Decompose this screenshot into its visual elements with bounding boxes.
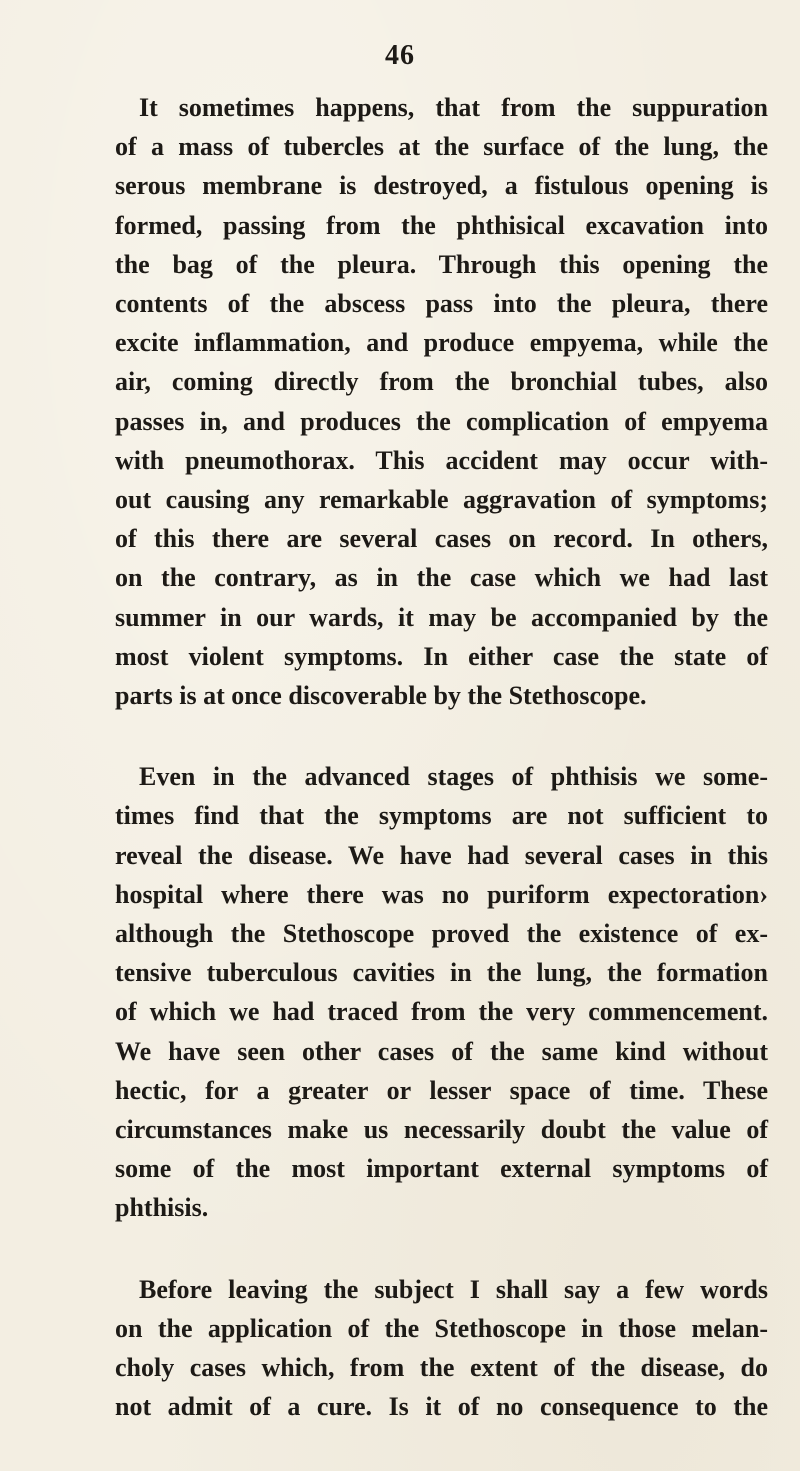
text-line: most violent symptoms. In either case the state of <box>115 641 768 671</box>
text-line: We have seen other cases of the same kind without <box>115 1036 768 1066</box>
text-line: excite inflammation, and produce empyema, while the <box>115 328 768 358</box>
text-line: tensive tuberculous cavities in the lung, the formation <box>115 958 768 988</box>
text-line: the bag of the pleura. Through this opening the <box>115 249 768 279</box>
text-line: of a mass of tubercles at the surface of the lung, the <box>115 132 768 162</box>
body-text <box>115 88 768 1469</box>
text-line: It sometimes happens, that from the suppuration <box>139 93 768 122</box>
text-line: some of the most important external symptoms of <box>115 1154 768 1184</box>
text-line: Even in the advanced stages of phthisis we some- <box>139 762 768 792</box>
paragraph-1 <box>115 88 768 715</box>
text-line: summer in our wards, it may be accompanied by the <box>115 602 768 632</box>
text-line: phthisis. <box>115 1193 209 1223</box>
text-line: of which we had traced from the very commencement. <box>115 997 768 1027</box>
text-line: air, coming directly from the bronchial tubes, also <box>115 367 768 397</box>
text-line: contents of the abscess pass into the pleura, there <box>115 289 768 319</box>
text-line: not admit of a cure. Is it of no consequence to the <box>115 1392 768 1422</box>
text-line: choly cases which, from the extent of the disease, do <box>115 1353 768 1383</box>
text-line: times find that the symptoms are not sufficient to <box>115 801 768 831</box>
text-line: serous membrane is destroyed, a fistulous opening is <box>115 171 768 201</box>
paragraph-2 <box>115 757 768 1227</box>
text-line: on the application of the Stethoscope in those melan- <box>115 1313 768 1343</box>
page-number: 46 <box>385 40 415 71</box>
text-line: with pneumothorax. This accident may occur with- <box>115 445 768 475</box>
text-line: hectic, for a greater or lesser space of time. These <box>115 1075 768 1105</box>
text-line: on the contrary, as in the case which we had last <box>115 563 768 593</box>
text-line: of this there are several cases on record. In others, <box>115 524 768 554</box>
text-line: formed, passing from the phthisical excavation into <box>115 210 768 240</box>
text-line: Before leaving the subject I shall say a few words <box>139 1274 768 1304</box>
text-line: hospital where there was no puriform expectoration› <box>115 879 768 909</box>
text-line: circumstances make us necessarily doubt the value of <box>115 1115 768 1145</box>
text-line: although the Stethoscope proved the existence of ex- <box>115 919 768 949</box>
text-line: passes in, and produces the complication of empyema <box>115 406 768 436</box>
text-line: parts is at once discoverable by the Stethoscope. <box>115 681 647 711</box>
text-line: out causing any remarkable aggravation of symptoms; <box>115 485 768 515</box>
paragraph-3 <box>115 1270 768 1427</box>
text-line: reveal the disease. We have had several cases in this <box>115 840 768 870</box>
